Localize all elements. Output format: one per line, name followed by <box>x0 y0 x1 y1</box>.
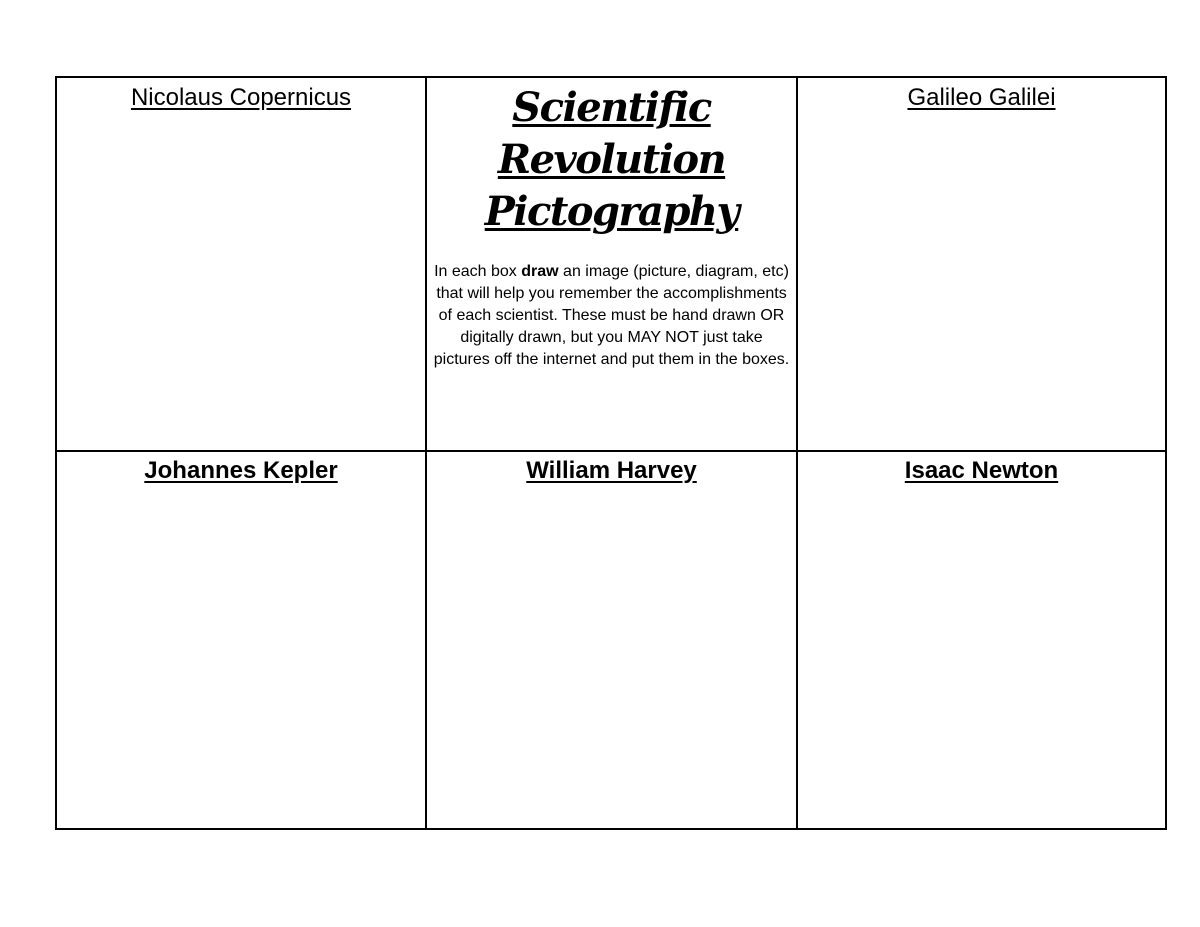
instructions-after: an image (picture, diagram, etc) that will help you remember the accomplishments of each scientist. These must be hand drawn OR digitally drawn, but you MAY NOT just take pictures off the internet and put them in the boxes. <box>433 263 790 368</box>
cell-newton <box>798 452 1165 828</box>
title-line-2: Revolution <box>497 136 726 183</box>
instructions-bold-word: draw <box>521 263 559 280</box>
title-line-3: Pictography <box>484 188 739 235</box>
scientist-name-copernicus: Nicolaus Copernicus <box>130 84 352 111</box>
scientist-name-harvey: William Harvey <box>526 457 697 484</box>
cell-copernicus <box>57 78 427 452</box>
cell-kepler <box>57 452 427 828</box>
instructions-text <box>434 261 790 371</box>
cell-galileo <box>798 78 1165 452</box>
cell-title <box>427 78 798 452</box>
instructions-before: In each box <box>434 263 522 280</box>
scientist-name-galileo: Galileo Galilei <box>907 84 1056 111</box>
pictography-table <box>55 76 1167 830</box>
worksheet-title <box>447 82 777 238</box>
title-line-1: Scientific <box>512 84 711 131</box>
scientist-name-kepler: Johannes Kepler <box>144 457 338 484</box>
cell-harvey <box>427 452 798 828</box>
scientist-name-newton: Isaac Newton <box>904 457 1059 484</box>
